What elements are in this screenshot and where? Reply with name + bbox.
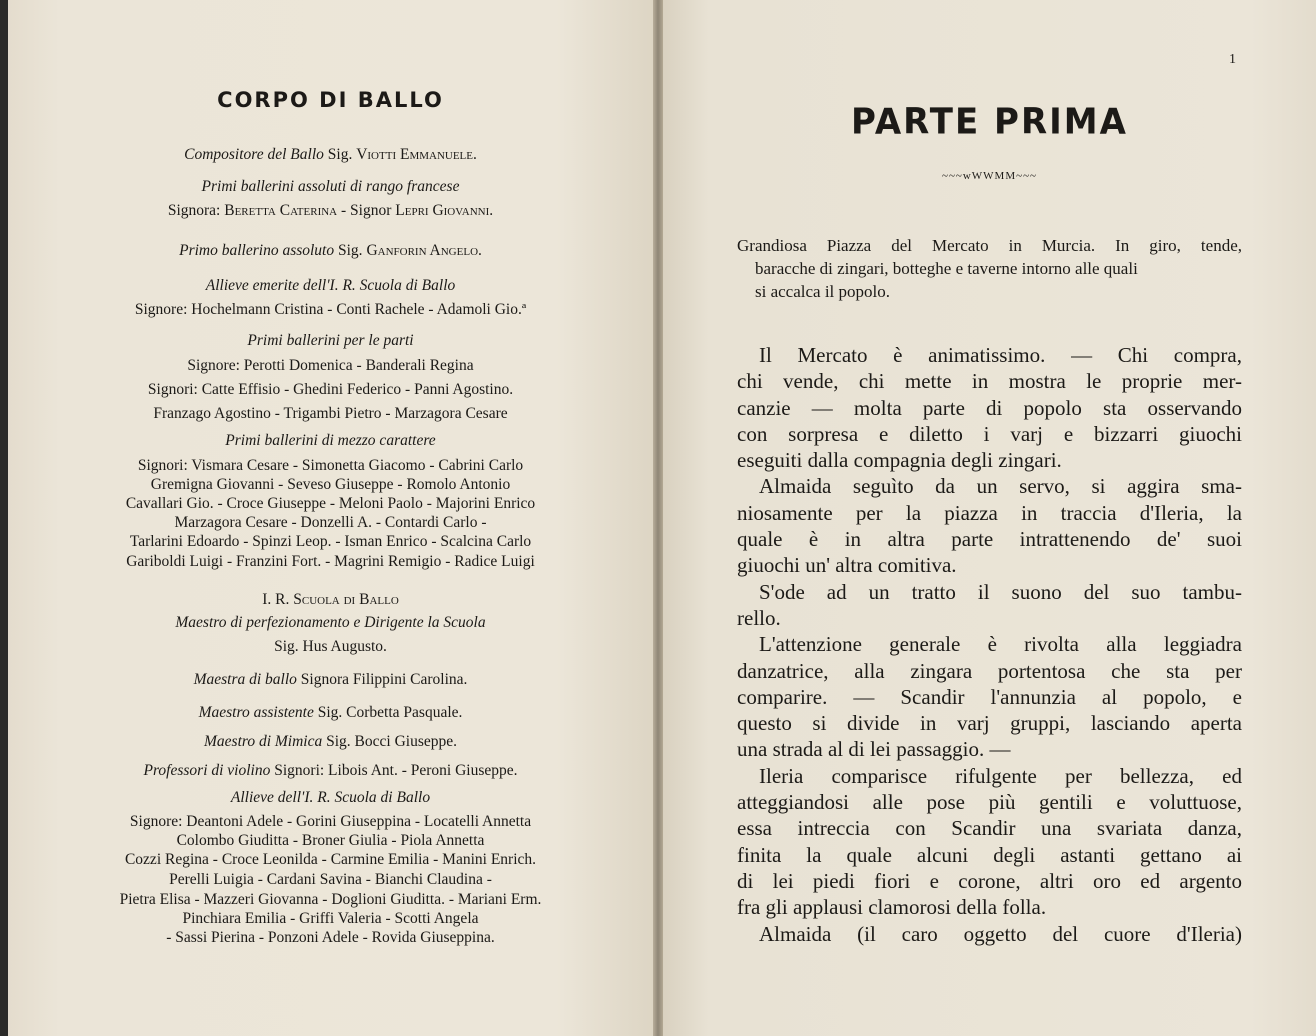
text-line: essa intreccia con Scandir una svariata danza, bbox=[737, 816, 1242, 841]
maestra-line bbox=[8, 671, 653, 689]
right-page bbox=[663, 0, 1316, 1036]
text-line: finita la quale alcuni degli astanti gettano ai bbox=[737, 842, 1242, 867]
text-line: una strada al di lei passaggio. — bbox=[737, 737, 1011, 762]
allieve-emerite-role: Allieve emerite dell'I. R. Scuola di Ballo bbox=[205, 277, 456, 294]
text-line: Almaida (il caro oggetto del cuore d'Ileria) bbox=[759, 921, 1242, 946]
primi-assoluti-names bbox=[8, 202, 653, 220]
mezzo-carattere-line: Signori: Vismara Cesare - Simonetta Giacomo - Cabrini Carlo bbox=[137, 457, 524, 474]
primo-ballerino-role: Primo ballerino assoluto bbox=[179, 242, 335, 259]
allieve-scuola-line: Pinchiara Emilia - Griffi Valeria - Scotti Angela bbox=[182, 910, 479, 927]
primo-ballerino-line bbox=[8, 242, 653, 260]
maestra-name: Signora Filippini Carolina. bbox=[300, 671, 468, 688]
allieve-scuola-role: Allieve dell'I. R. Scuola di Ballo bbox=[230, 789, 431, 806]
parte-prima-title: PARTE PRIMA bbox=[851, 101, 1128, 143]
mezzo-carattere-line: Marzagora Cesare - Donzelli A. - Contardi Carlo - bbox=[174, 514, 487, 531]
text-line: chi vende, chi mette in mostra le proprie mer- bbox=[737, 369, 1242, 394]
lepri-name: Lepri Giovanni. bbox=[395, 202, 494, 219]
text-line: giuochi un' altra comitiva. bbox=[737, 553, 957, 578]
text-line: Ileria comparisce rifulgente per bellezza, ed bbox=[759, 763, 1242, 788]
mezzo-carattere-line: Cavallari Gio. - Croce Giuseppe - Meloni Paolo - Majorini Enrico bbox=[125, 495, 536, 512]
allieve-scuola-line: Cozzi Regina - Croce Leonilda - Carmine Emilia - Manini Enrich. bbox=[124, 851, 537, 868]
mezzo-carattere-line: Tarlarini Edoardo - Spinzi Leop. - Isman Enrico - Scalcina Carlo bbox=[129, 533, 532, 550]
allieve-scuola-line: Colombo Giuditta - Broner Giulia - Piola Annetta bbox=[176, 832, 485, 849]
allieve-scuola-line: Signore: Deantoni Adele - Gorini Giuseppina - Locatelli Annetta bbox=[129, 813, 532, 830]
setting-line: baracche di zingari, botteghe e taverne intorno alle quali bbox=[755, 259, 1138, 278]
mezzo-carattere-line: Gariboldi Luigi - Franzini Fort. - Magrini Remigio - Radice Luigi bbox=[126, 553, 535, 570]
allieve-emerite-names: Signore: Hochelmann Cristina - Conti Rachele - Adamoli Gio.ª bbox=[134, 301, 527, 318]
allieve-scuola-line: Perelli Luigia - Cardani Savina - Bianchi Claudina - bbox=[169, 871, 492, 888]
text-line: quale è in altra parte intrattenendo de' suoi bbox=[737, 527, 1242, 552]
dirigente-role: Maestro di perfezionamento e Dirigente la Scuola bbox=[175, 614, 486, 631]
scuola-heading: I. R. Scuola di Ballo bbox=[262, 591, 399, 608]
text-line: questo si divide in varj gruppi, lasciando aperta bbox=[737, 711, 1242, 736]
setting-line: Grandiosa Piazza del Mercato in Murcia. In giro, tende, bbox=[737, 236, 1242, 255]
text-line: Il Mercato è animatissimo. — Chi compra, bbox=[759, 343, 1242, 367]
text-line: di lei piedi fiori e corone, altri oro ed argento bbox=[737, 868, 1242, 893]
signora-label: Signora: bbox=[167, 202, 221, 219]
signor-label: Signor bbox=[350, 202, 392, 219]
mimica-role: Maestro di Mimica bbox=[204, 733, 323, 750]
violino-role: Professori di violino bbox=[143, 762, 271, 779]
allieve-scuola-line: - Sassi Pierina - Ponzoni Adele - Rovida Giuseppina. bbox=[166, 929, 495, 946]
text-line: danzatrice, alla zingara portentosa che sta per bbox=[737, 658, 1242, 683]
text-line: con sorpresa e diletto i varj e bizzarri giuochi bbox=[737, 421, 1242, 446]
text-line: canzie — molta parte di popolo sta osservando bbox=[737, 395, 1242, 420]
primo-ballerino-title: Sig. bbox=[338, 242, 363, 259]
setting-line: si accalca il popolo. bbox=[755, 282, 891, 301]
allieve-scuola-line: Pietra Elisa - Mazzeri Giovanna - Doglioni Giuditta. - Mariani Erm. bbox=[119, 891, 542, 908]
compositore-title: Sig. bbox=[327, 146, 353, 163]
text-line: fra gli applausi clamorosi della folla. bbox=[737, 895, 1047, 920]
scene-setting bbox=[737, 234, 1242, 303]
compositore-line bbox=[8, 146, 653, 164]
title-ornament: ~~~wWWMM~~~ bbox=[942, 170, 1037, 182]
assistente-name: Sig. Corbetta Pasquale. bbox=[317, 704, 463, 721]
text-line: niosamente per la piazza in traccia d'Ileria, la bbox=[737, 500, 1242, 525]
text-line: S'ode ad un tratto il suono del suo tambu- bbox=[759, 579, 1242, 604]
mezzo-carattere-role: Primi ballerini di mezzo carattere bbox=[225, 432, 436, 449]
maestra-role: Maestra di ballo bbox=[193, 671, 297, 688]
text-line: L'attenzione generale è rivolta alla leggiadra bbox=[759, 632, 1242, 657]
beretta-name: Beretta Caterina bbox=[224, 202, 338, 219]
compositore-name: Viotti Emmanuele. bbox=[356, 146, 477, 163]
left-page bbox=[8, 0, 653, 1036]
dirigente-name: Sig. Hus Augusto. bbox=[274, 638, 387, 655]
primi-parti-line: Signore: Perotti Domenica - Banderali Regina bbox=[187, 357, 474, 374]
book-gutter bbox=[653, 0, 663, 1036]
assistente-line bbox=[8, 704, 653, 722]
assistente-role: Maestro assistente bbox=[198, 704, 314, 721]
mezzo-carattere-line: Gremigna Giovanni - Seveso Giuseppe - Romolo Antonio bbox=[150, 476, 511, 493]
primi-parti-line: Franzago Agostino - Trigambi Pietro - Marzagora Cesare bbox=[153, 405, 508, 422]
primi-parti-line: Signori: Catte Effisio - Ghedini Federico - Panni Agostino. bbox=[147, 381, 514, 398]
text-line: eseguiti dalla compagnia degli zingari. bbox=[737, 448, 1062, 473]
mimica-line bbox=[8, 733, 653, 751]
compositore-role: Compositore del Ballo bbox=[184, 146, 324, 163]
text-line: comparire. — Scandir l'annunzia al popolo, e bbox=[737, 684, 1242, 709]
primo-ballerino-name: Ganforin Angelo. bbox=[366, 242, 482, 259]
page-number: 1 bbox=[1229, 52, 1236, 67]
corpo-di-ballo-heading: CORPO DI BALLO bbox=[217, 88, 444, 112]
names-separator: - bbox=[341, 202, 347, 219]
narrative-text bbox=[737, 342, 1242, 947]
primi-parti-role: Primi ballerini per le parti bbox=[247, 332, 414, 349]
text-line: atteggiandosi alle pose più gentili e voluttuose, bbox=[737, 790, 1242, 815]
violino-names: Signori: Libois Ant. - Peroni Giuseppe. bbox=[274, 762, 518, 779]
text-line: Almaida seguìto da un servo, si aggira sma- bbox=[759, 474, 1242, 499]
primi-assoluti-role: Primi ballerini assoluti di rango francese bbox=[201, 178, 460, 195]
text-line: rello. bbox=[737, 605, 781, 630]
violino-line bbox=[8, 762, 653, 780]
mimica-name: Sig. Bocci Giuseppe. bbox=[326, 733, 457, 750]
